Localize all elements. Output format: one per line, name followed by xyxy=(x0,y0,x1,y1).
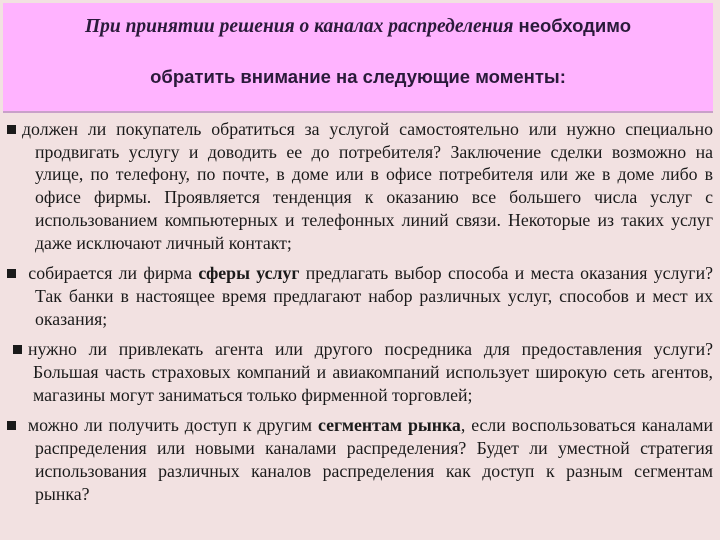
bullet-2-text-after: предлагать выбор способа и места оказания услуги? Так банки в настоящее время предлагают набор различных услуг, способов и мест их оказания; xyxy=(35,263,713,329)
bullet-item-2 xyxy=(7,262,713,330)
bullet-item-3 xyxy=(7,338,713,406)
header-title-rest: необходимо xyxy=(513,15,632,36)
square-bullet-icon xyxy=(13,345,22,354)
bullet-1-text: должен ли покупатель обратиться за услугой самостоятельно или нужно специально продвигать услугу и доводить ее до потребителя? Заключение сделки возможно на улице, по телефону, по почте, в доме или в офисе потребителя или же в доме либо в офисе фирмы. Проявляется тенденция к оказанию все большего числа услуг с использованием компьютерных и телефонных линий связи. Некоторые из таких услуг даже исключают личный контакт; xyxy=(22,119,713,253)
slide-header xyxy=(3,3,713,113)
square-bullet-icon xyxy=(7,269,16,278)
bullet-2-text-before: собирается ли фирма xyxy=(28,263,199,284)
bullet-item-4 xyxy=(7,414,713,505)
header-line-2: обратить внимание на следующие моменты: xyxy=(150,66,566,87)
bullet-2-bold: сферы услуг xyxy=(198,263,300,284)
header-title-italic: При принятии решения о каналах распределения xyxy=(84,16,514,37)
square-bullet-icon xyxy=(7,421,16,430)
bullet-list xyxy=(7,118,713,513)
header-line-1 xyxy=(3,11,713,42)
bullet-4-text-after: , если воспользоваться каналами распределения или новыми каналами распределения? Будет ли уместной стратегия использования различных каналов распределения как доступ к разным сегментам рынка? xyxy=(35,415,713,504)
bullet-4-bold: сегментам рынка xyxy=(317,415,461,436)
bullet-item-1 xyxy=(7,118,713,254)
bullet-4-text-before: можно ли получить доступ к другим xyxy=(27,415,318,436)
square-bullet-icon xyxy=(7,125,16,134)
bullet-3-text: нужно ли привлекать агента или другого посредника для предоставления услуги? Большая часть страховых компаний и авиакомпаний использует широкую сеть агентов, магазины могут заниматься только фирменной торговлей; xyxy=(28,339,713,405)
